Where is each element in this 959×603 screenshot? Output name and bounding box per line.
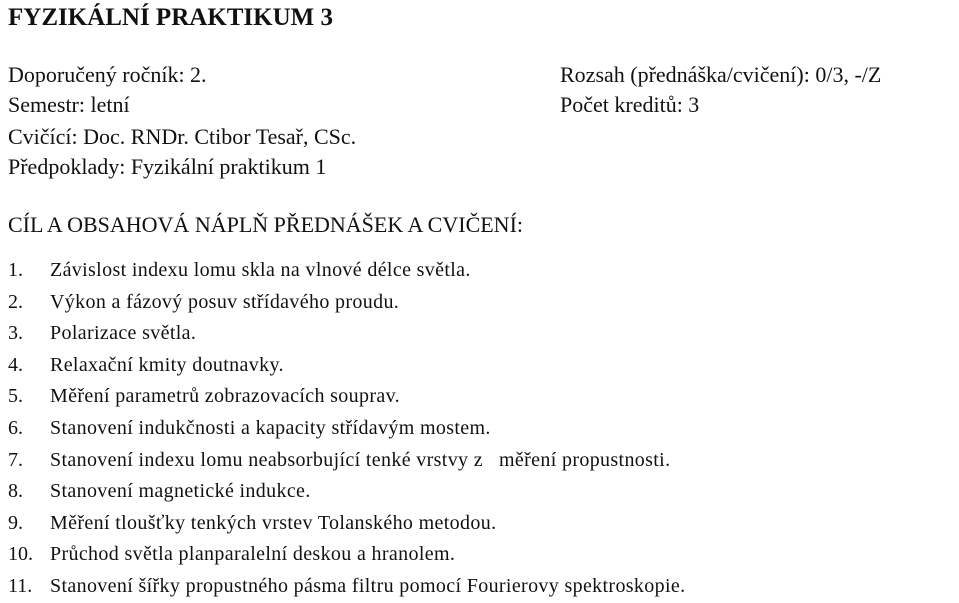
list-item-text: Měření tloušťky tenkých vrstev Tolanského metodou. bbox=[50, 511, 497, 534]
list-item-number: 11. bbox=[8, 574, 33, 597]
list-item bbox=[8, 287, 953, 319]
page-title: FYZIKÁLNÍ PRAKTIKUM 3 bbox=[8, 4, 334, 31]
list-item bbox=[8, 318, 953, 350]
list-item-number: 5. bbox=[8, 385, 23, 408]
prerequisites: Předpoklady: Fyzikální praktikum 1 bbox=[8, 154, 327, 179]
list-item bbox=[8, 508, 953, 540]
list-item-text: Relaxační kmity doutnavky. bbox=[50, 353, 284, 376]
list-item-text: Stanovení indukčnosti a kapacity střídavým mostem. bbox=[50, 416, 491, 439]
list-item bbox=[8, 539, 953, 571]
section-heading: CÍL A OBSAHOVÁ NÁPLŇ PŘEDNÁŠEK A CVIČENÍ: bbox=[8, 212, 524, 237]
credit-count: Počet kreditů: 3 bbox=[560, 92, 700, 117]
list-item-number: 8. bbox=[8, 480, 23, 503]
list-item bbox=[8, 413, 953, 445]
list-item bbox=[8, 445, 953, 477]
list-item-text: Průchod světla planparalelní deskou a hranolem. bbox=[50, 543, 456, 566]
semester: Semestr: letní bbox=[8, 92, 130, 117]
list-item-text: Měření parametrů zobrazovacích souprav. bbox=[50, 385, 400, 408]
list-item-number: 10. bbox=[8, 543, 33, 566]
list-item-text: Závislost indexu lomu skla na vlnové délce světla. bbox=[50, 259, 471, 281]
recommended-year: Doporučený ročník: 2. bbox=[8, 62, 207, 87]
list-item bbox=[8, 381, 953, 413]
list-item-text: Stanovení šířky propustného pásma filtru pomocí Fourierovy spektroskopie. bbox=[50, 574, 686, 597]
instructor: Cvičící: Doc. RNDr. Ctibor Tesař, CSc. bbox=[8, 124, 357, 149]
topic-list bbox=[8, 255, 953, 603]
list-item-number: 3. bbox=[8, 322, 23, 345]
course-scope: Rozsah (přednáška/cvičení): 0/3, -/Z bbox=[560, 62, 882, 87]
list-item-number: 7. bbox=[8, 448, 23, 471]
list-item-number: 6. bbox=[8, 416, 23, 439]
list-item-text: Stanovení magnetické indukce. bbox=[50, 480, 311, 503]
list-item-number: 9. bbox=[8, 511, 23, 534]
list-item-text: Polarizace světla. bbox=[50, 322, 197, 345]
list-item bbox=[8, 255, 953, 287]
list-item-text: Výkon a fázový posuv střídavého proudu. bbox=[50, 290, 400, 313]
list-item bbox=[8, 350, 953, 382]
list-item-number: 2. bbox=[8, 290, 23, 313]
list-item bbox=[8, 476, 953, 508]
list-item-text: Stanovení indexu lomu neabsorbující tenké vrstvy z měření propustnosti. bbox=[50, 448, 671, 471]
list-item-number: 4. bbox=[8, 353, 23, 376]
list-item-number: 1. bbox=[8, 259, 23, 281]
